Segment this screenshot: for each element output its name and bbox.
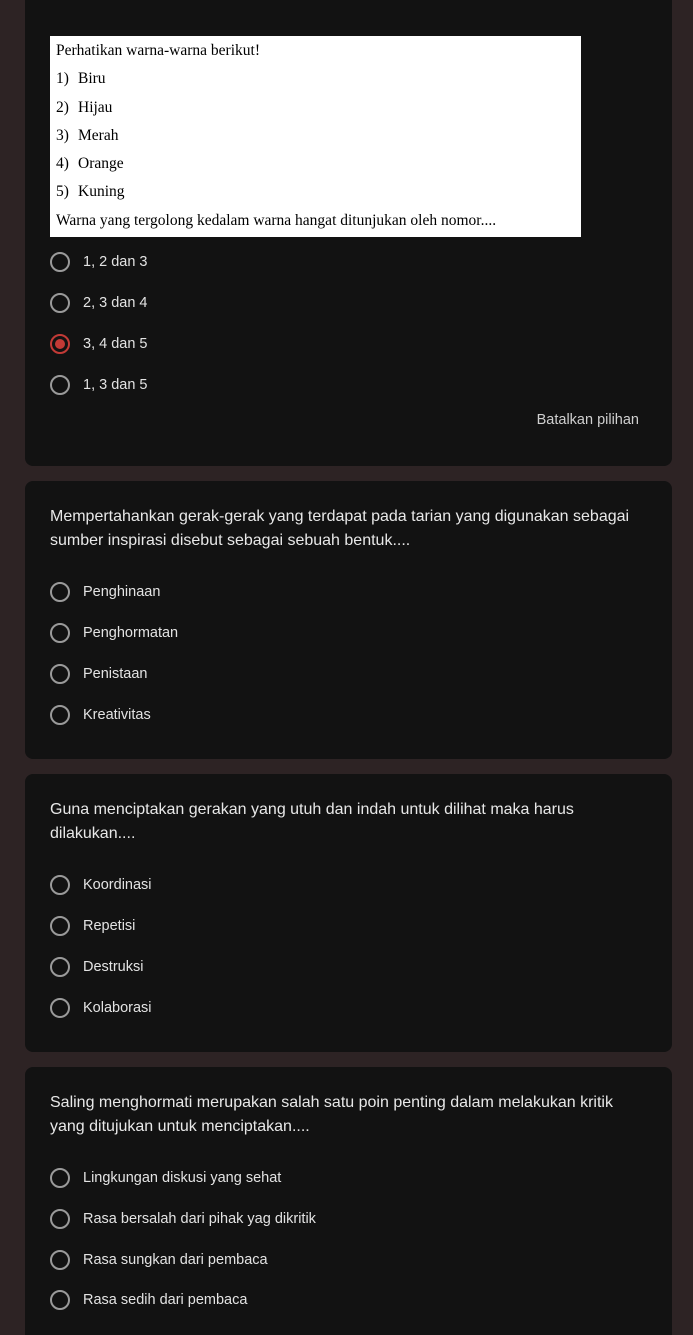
option-label: Penghinaan: [83, 584, 161, 600]
image-item: 3) Merah: [56, 126, 119, 144]
radio-icon[interactable]: [50, 1168, 70, 1188]
option-radio[interactable]: [50, 1167, 281, 1189]
option-radio[interactable]: [50, 1249, 268, 1271]
image-intro: Perhatikan warna-warna berikut!: [56, 42, 260, 59]
option-label: Rasa sedih dari pembaca: [83, 1292, 248, 1308]
option-radio[interactable]: [50, 997, 152, 1019]
option-label: Repetisi: [83, 918, 136, 934]
option-label: Koordinasi: [83, 877, 152, 893]
option-radio[interactable]: [50, 292, 148, 314]
option-radio[interactable]: [50, 874, 152, 896]
radio-icon[interactable]: [50, 664, 70, 684]
radio-icon[interactable]: [50, 1209, 70, 1229]
option-radio[interactable]: [50, 1208, 316, 1230]
radio-icon[interactable]: [50, 916, 70, 936]
option-radio[interactable]: [50, 622, 178, 644]
question-text: Saling menghormati merupakan salah satu poin penting dalam melakukan kritik yang ditujukan untuk menciptakan....: [50, 1094, 613, 1135]
radio-icon[interactable]: [50, 293, 70, 313]
option-label: 1, 3 dan 5: [83, 377, 148, 393]
option-label: Lingkungan diskusi yang sehat: [83, 1170, 282, 1186]
question-image: [50, 36, 581, 237]
option-radio[interactable]: [50, 581, 160, 603]
option-label: Rasa bersalah dari pihak yag dikritik: [83, 1211, 316, 1227]
option-label: 2, 3 dan 4: [83, 295, 148, 311]
radio-icon[interactable]: [50, 1250, 70, 1270]
radio-icon[interactable]: [50, 875, 70, 895]
question-card-4: [25, 1067, 672, 1335]
option-label: Penistaan: [83, 666, 148, 682]
option-radio[interactable]: [50, 704, 151, 726]
image-item: 2) Hijau: [56, 98, 113, 116]
image-item: 5) Kuning: [56, 183, 125, 201]
question-card-1: [25, 0, 672, 466]
option-radio[interactable]: [50, 251, 148, 273]
image-prompt: Warna yang tergolong kedalam warna hangat ditunjukan oleh nomor....: [56, 211, 497, 229]
radio-icon[interactable]: [50, 375, 70, 395]
option-radio-selected[interactable]: [50, 333, 148, 355]
radio-icon[interactable]: [50, 1290, 70, 1310]
option-label: 3, 4 dan 5: [83, 336, 148, 352]
image-item: 4) Orange: [56, 155, 124, 173]
option-label: Destruksi: [83, 959, 144, 975]
radio-icon[interactable]: [50, 252, 70, 272]
option-radio[interactable]: [50, 1289, 247, 1311]
option-radio[interactable]: [50, 915, 135, 937]
radio-icon[interactable]: [50, 705, 70, 725]
option-radio[interactable]: [50, 956, 143, 978]
clear-selection-button[interactable]: Batalkan pilihan: [536, 412, 639, 428]
option-radio[interactable]: [50, 374, 148, 396]
option-label: 1, 2 dan 3: [83, 254, 148, 270]
radio-icon[interactable]: [50, 582, 70, 602]
radio-icon[interactable]: [50, 623, 70, 643]
question-card-2: [25, 481, 672, 759]
option-label: Kreativitas: [83, 707, 151, 723]
radio-checked-icon[interactable]: [50, 334, 70, 354]
question-text: Mempertahankan gerak-gerak yang terdapat pada tarian yang digunakan sebagai sumber inspirasi disebut sebagai sebuah bentuk....: [50, 508, 630, 549]
image-item: 1) Biru: [56, 70, 106, 88]
question-text: Guna menciptakan gerakan yang utuh dan indah untuk dilihat maka harus dilakukan....: [50, 801, 574, 842]
option-label: Rasa sungkan dari pembaca: [83, 1252, 268, 1268]
radio-icon[interactable]: [50, 957, 70, 977]
option-label: Kolaborasi: [83, 1000, 152, 1016]
radio-icon[interactable]: [50, 998, 70, 1018]
option-radio[interactable]: [50, 663, 148, 685]
option-label: Penghormatan: [83, 625, 179, 641]
question-card-3: [25, 774, 672, 1052]
